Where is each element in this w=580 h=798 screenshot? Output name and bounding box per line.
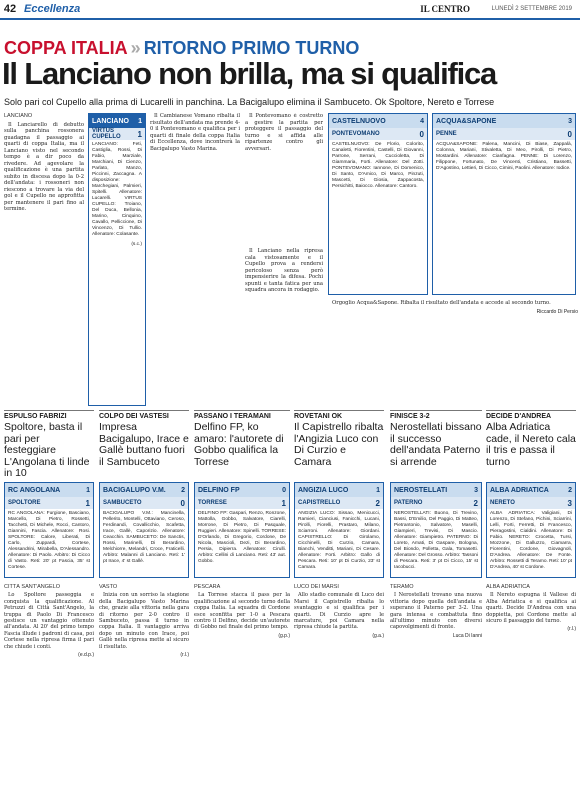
subheadline: Solo pari col Cupello alla prima di Lucarelli in panchina. La Bacigalupo elimina il Sambuceto. Ok Spoltore, Nereto e Torrese <box>4 97 495 107</box>
article-nereto <box>486 584 576 792</box>
article-paragraph: Orgoglio Acqua&Sapone. Ribalta il risultato dell'andata e accede al secondo turno. <box>332 300 551 306</box>
match-lineups: LANCIANO: Feti, Castiglia, Rossi, Di Fabio, Marziale, Marchiani, Di Cienzo, Parlato, Manzo, Piccinni, Zaccagna. A disposizione: Marchegiani, Palmieri, Spitelli. Allenatore: Lucarelli. VIRTUS CUPELLO: Troiano, Del Duca, Bellonia, Marino, Cinquino, Cavallo, Pelliccione, Di Vincenzo, Di Tullio. Allenatore: Colasante. <box>92 142 142 237</box>
home-team-row: NEROSTELLATI 3 <box>391 483 481 497</box>
strip-delfino <box>194 410 290 478</box>
dateline: CITTÀ SANT'ANGELO <box>4 584 61 590</box>
match-box-bacigalupo <box>99 482 189 578</box>
strip-title: Delfino FP, ko amaro: l'autorete di Gobbo qualifica la Torrese <box>194 421 284 468</box>
article-bacigalupo <box>99 584 189 792</box>
match-box-castelnuovo <box>328 113 428 295</box>
away-team-row: TORRESE 1 <box>195 497 289 509</box>
match-lineups: ANGIZIA LUCO: Sissao, Menicucci, Ramieri, Cianciusi, Fanicchi, Lucani, Pirolli, Fiorelli, Prastaro, Milano, Sciarroni. Allenatore: Giordani. CAPISTRELLO: Di Girolamo, Cicchinelli, Di Curzio, Camara, Bianchi, Venditti, Mariani, Di Cesare. Allenatore: Forti. Arbitro: Gallo di Pescara. Reti: 10' pt Di Curzio, 23' st Camara. <box>298 511 380 570</box>
page-number: 42 <box>3 3 17 15</box>
away-team-row: SPOLTORE 1 <box>5 497 93 509</box>
match-box-acqua-sapone <box>432 113 576 295</box>
article-paragraph: La Torrese stacca il pass per la qualificazione al secondo turno della coppa Italia. La squadra di Cordone esce sconfitta per 1-0 a Pescara contro il Delfino, decide un'autorete di Gobbo nel finale del primo tempo. <box>194 592 290 631</box>
article-paragraph: Lo Spoltore passeggia e conquista la qualificazione. Al Petruzzi di Città Sant'Angelo, la truppa di Paolo Di Francesco gestisce un vantaggio ottenuto all'andata. Al 20' del primo tempo Fascia illude i padroni di casa, poi Cortese nella ripresa firma il pari che chiude i conti. <box>4 592 94 650</box>
home-team-row: DELFINO FP 0 <box>195 483 289 497</box>
article-paragraph: Il Cambianese Vomano ribalta il risultato dell'andata ma prende 4-0 il Pontevomano e qualifica per i quarti di finale della coppa Italia di Eccellenza, dove incontrerà la Bacigalupo Vasto Marina. <box>150 113 240 152</box>
article-paragraph: I Nerostellati trovano una nuova vittoria dopo quella dell'andata e superano il Paterno per 3-2. Una gara intensa e combattuta fino all'ultimo minuto con diversi capovolgimenti di fronte. <box>390 592 482 631</box>
article-credit: Luca Di Ianni <box>452 632 482 639</box>
dateline: ALBA ADRIATICA <box>486 584 530 590</box>
away-team-row: SAMBUCETO 0 <box>100 497 188 509</box>
match-lineups: RC ANGOLANA: Furgione, Basciano, Marcello, Di Pietro, Rossetti, Tacchetti, Di Michele, Rocci, Cantoro, Giannini, Fascia. Allenatore: Rosi. SPOLTORE: Calore, Liberati, Di Carlo, Zuppardi, Cortese, Alessandrini, Mirabella, D'Alessandro. Allenatore: Di Paolo. Arbitro: Di Cicco di Vasto. Reti: 20' pt Fascia, 35' st Cortese. <box>8 511 90 570</box>
section-name: Eccellenza <box>24 3 81 15</box>
article-paragraph: Il Lanciano nella ripresa cala vistosamente e il Cupello prova a rendersi pericoloso senza però impensierire la difesa. Pochi spunti e tanta fatica per una squadra ancora in rodaggio. <box>245 248 323 293</box>
match-lineups: ALBA ADRIATICA: Valigiani, Di Lorenzo, Di Stefano, Pichini, Sciarrini, Lelli, Forti, Ferretti, Di Francesco, Pieragostini, Cialdini. Allenatore: Di Fabio. NERETO: Crocetta, Tursi, Mozzone, Di Galluzzo, Ciamarra, Fiorentini, Cordone, Giovagnoli, D'Andrea. Allenatore: De Fonte. Arbitro: Rossetti di Teramo. Reti: 10' pt D'Andrea, 40' st Cordone. <box>490 511 572 570</box>
home-team-row: RC ANGOLANA 1 <box>5 483 93 497</box>
newspaper-name: IL CENTRO <box>420 4 470 14</box>
strip-title: Alba Adriatica cade, il Nereto cala il tris e passa il turno <box>486 421 576 468</box>
away-team-row: PENNE 0 <box>433 128 575 140</box>
match-credit: (s.c.) <box>131 242 142 247</box>
home-team-row: ACQUA&SAPONE 3 <box>433 114 575 128</box>
match-box-angolana <box>4 482 94 578</box>
away-team-row: NERETO 3 <box>487 497 575 509</box>
away-team-row: PATERNO 2 <box>391 497 481 509</box>
article-paragraph: Il Lanciarello di debutto sulla panchina rossonera guadagna il passaggio ai quarti di coppa Italia, ma il Lanciano visto nel secondo tempo è a dir poco da rivedere. Ad agevolare la qualificazione è una partita subito in discesa dopo la 0-2 dell'andata: i rossoneri non riescono a trovare la via del gol e il Cupello ne approfitta per mantenere il pari fino al termine. <box>4 121 84 212</box>
article-column-5 <box>328 300 578 405</box>
match-box-lanciano <box>88 113 146 406</box>
match-box-angizia <box>294 482 384 578</box>
dateline: PESCARA <box>194 584 221 590</box>
strip-nerostellati <box>390 410 482 478</box>
page-date: LUNEDÌ 2 SETTEMBRE 2019 <box>491 6 572 12</box>
article-column-4 <box>245 113 323 243</box>
match-box-delfino <box>194 482 290 578</box>
article-credit: (e.d.p.) <box>78 652 94 659</box>
strip-title: Il Capistrello ribalta l'Angizia Luco con Di Curzio e Camara <box>294 421 384 468</box>
away-team-row: VIRTUS CUPELLO 1 <box>89 128 145 140</box>
match-lineups: ACQUA&SAPONE: Palena, Mancini, Di Biase, Zappalà, Colonna, Mariani, Stivaletta, Di Meo, Pirolli, Di Pietro, Mostardini. Allenatore: Cianfagna. PENNE: Di Lorenzo, Filippone, Fortunato, De Vincenti, Cristiano, Bassetti, D'Agostino, Lettieri, Di Cicco, Cimini, Paolini. Allenatore: Iodice. <box>436 142 572 171</box>
dateline: VASTO <box>99 584 118 590</box>
article-column-1 <box>4 113 84 406</box>
article-column-2 <box>245 248 323 406</box>
strip-label: DECIDE D'ANDREA <box>486 413 552 420</box>
strip-capistrello <box>294 410 384 478</box>
home-team-row: LANCIANO 1 <box>89 114 145 128</box>
article-credit: (g.a.) <box>372 632 384 639</box>
article-paragraph: Il Pontevomano è costretto a gestire la partita per proteggere il passaggio del turno e si affida alle ripartenze contro gli avversari. <box>245 113 323 152</box>
match-lineups: NEROSTELLATI: Buono, Di Trevino, Bassi, D'Emilio, Del Paggio, Di Matteo, Pietrantonio, Salvatore, Maselli, Giampieri, Trevisi, Di Mascio. Allenatore: Giampietro. PATERNO: Di Loreto, Amati, Di Gaspare, Bologna, Del Biondo, Polletta, Gala, Tomasetti. Allenatore: Del Grosso. Arbitro: Tassoni di Pescara. Reti: 3' pt Di Cicco, 15' st Iacobucci. <box>394 511 478 570</box>
article-delfino <box>194 584 290 792</box>
strip-nereto <box>486 410 576 478</box>
home-team-row: CASTELNUOVO 4 <box>329 114 427 128</box>
match-lineups: DELFINO FP: Gaspari, Renzo, Ronzone, Mattolla, Gobbo, Salvatore, Ciarelli, Morrone, Di Pietro, Di Pasquale, Ruggieri. Allenatore: Spinelli. TORRESE: D'Orlando, Di Gregorio, Cordone, De Nicola, Mascioli, Dezi, Di Berardino, Persia, Dipierra. Allenatore: Cirulli. Arbitro: Cellini di Lanciano. Reti: 43' aut. Gobbo. <box>198 511 286 564</box>
match-lineups: BACIGALUPO V.M.: Mancinella, Pellerito, Montelli, Ottaviano, Ceroso, Ferdinandi, Covallicchio, Scafetta, Irace, Gallè, Caporizio. Allenatore: Ceacchin. SAMBUCETO: De Sanctis, Rossi, Marinelli, Di Berardino, Melchiorre, Melandri, Croce, Fraticelli. Arbitro: Malanni di Lanciano. Reti: 1' pt Irace, 4' st Gallè. <box>103 511 185 564</box>
article-column-3 <box>150 113 240 406</box>
page-header <box>0 0 580 20</box>
strip-title: Nerostellati bissano il successo dell'andata Paterno si arrende <box>390 421 482 468</box>
strip-label: FINISCE 3-2 <box>390 413 430 420</box>
article-capistrello <box>294 584 384 792</box>
article-signature: Riccardo Di Persio <box>536 308 578 315</box>
match-box-nerostellati <box>390 482 482 578</box>
article-nerostellati <box>390 584 482 792</box>
article-credit: (r.l.) <box>567 626 576 633</box>
home-team-row: ALBA ADRIATICA 2 <box>487 483 575 497</box>
strip-label: ROVETANI OK <box>294 413 343 420</box>
kicker-right: RITORNO PRIMO TURNO <box>143 38 360 58</box>
away-team-row: CAPISTRELLO 2 <box>295 497 383 509</box>
strip-label: ESPULSO FABRIZI <box>4 413 67 420</box>
strip-label: COLPO DEI VASTESI <box>99 413 169 420</box>
dateline: LUCO DEI MARSI <box>294 584 339 590</box>
article-spoltore <box>4 584 94 792</box>
strip-spoltore <box>4 410 94 478</box>
match-lineups: CASTELNUOVO: De Florio, Colorito, Canaletti, Fiorentini, Castelli, Di Giovanni, Parrone, Serrani, Cuccioletta, Di Giammaria, Forti. Allenatore: Del Zotti. PONTEVOMANO: Iannone, Di Domenico, Di Santo, D'Amico, Di Marco, Pinzuti, Mascetti, Di Giosia, Zappacosta, Persichitti, Baiocco. Allenatore: Cantoro. <box>332 142 424 189</box>
away-team-row: PONTEVOMANO 0 <box>329 128 427 140</box>
home-team-row: ANGIZIA LUCO 1 <box>295 483 383 497</box>
article-credit: (g.p.) <box>278 632 290 639</box>
article-credit: (r.l.) <box>180 652 189 659</box>
dateline: LANCIANO <box>4 113 33 119</box>
article-paragraph: Allo stadio comunale di Luco dei Marsi il Capistrello ribalta lo svantaggio e si qualifica per i quarti. Di Curzio apre le marcature, poi Camara nella ripresa chiude la partita. <box>294 592 384 631</box>
strip-label: PASSANO I TERAMANI <box>194 413 271 420</box>
dateline: TERAMO <box>390 584 414 590</box>
article-paragraph: Inizia con un sorriso la stagione della Bacigalupo Vasto Marina che, grazie alla vittoria nella gara di ritorno per 2-0 contro il Sambuceto, passa il turno in coppa Italia. Il vantaggio arriva dopo un minuto con Irace, poi Gallè nella ripresa mette al sicuro il risultato. <box>99 592 189 650</box>
match-box-alba <box>486 482 576 578</box>
strip-bacigalupo <box>99 410 189 478</box>
home-team-row: BACIGALUPO V.M. 2 <box>100 483 188 497</box>
headline: Il Lanciano non brilla, ma si qualifica <box>2 56 497 91</box>
kicker-separator: » <box>130 38 141 58</box>
strip-title: Spoltore, basta il pari per festeggiare L'Angolana ti linde in 10 <box>4 421 90 479</box>
article-paragraph: Il Nereto espugna il Vallese di Alba Adriatica e si qualifica ai quarti. Decide D'Andrea con una doppietta, poi Cordone mette al sicuro il passaggio del turno. <box>486 592 576 625</box>
strip-title: Impresa Bacigalupo, Irace e Gallè buttano fuori il Sambuceto <box>99 421 189 468</box>
kicker-left: COPPA ITALIA <box>4 38 128 58</box>
